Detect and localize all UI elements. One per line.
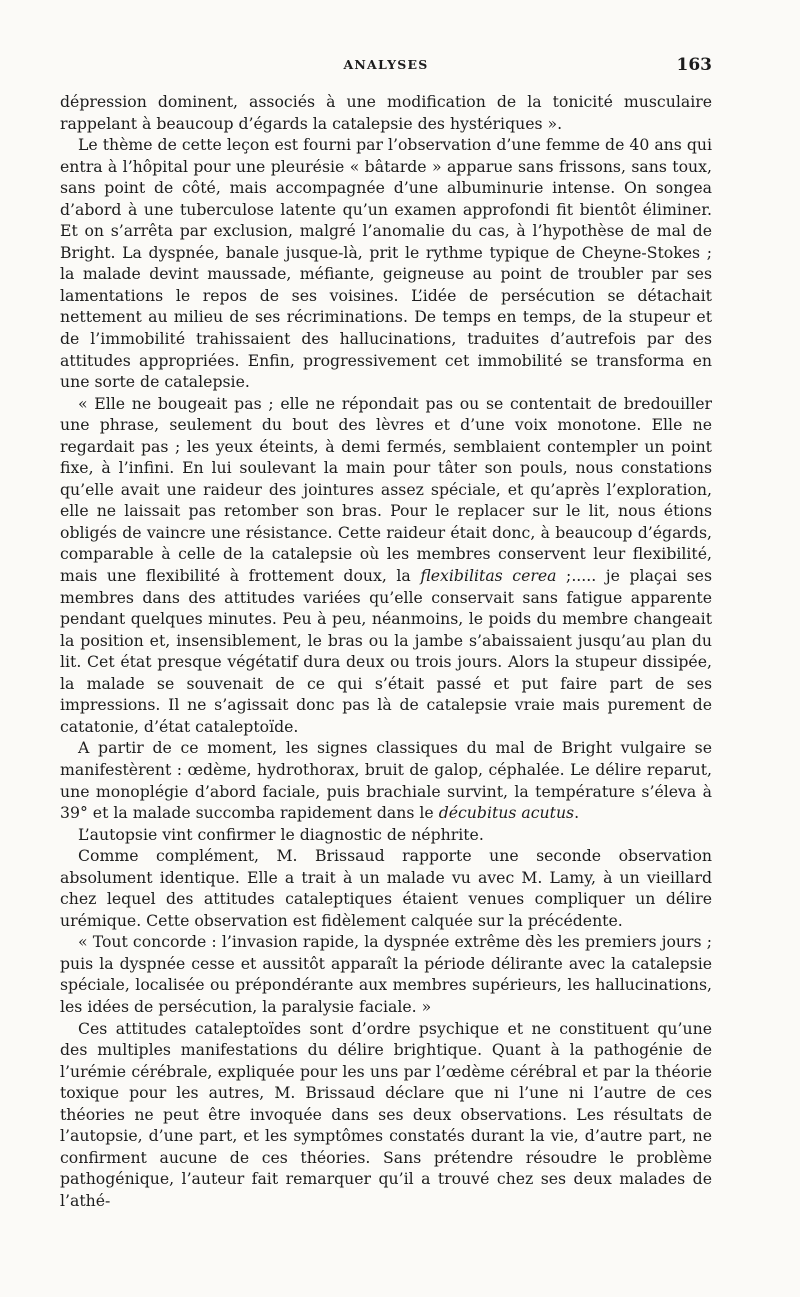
paragraph xyxy=(60,91,712,134)
paragraph xyxy=(60,824,712,846)
paragraph xyxy=(60,931,712,1017)
text-run: Le thème de cette leçon est fourni par l’observation d’une femme de 40 ans qui entra à l’hôpital pour une pleurésie « bâtarde » apparue sans frissons, sans toux, sans point de côté, mais accompagnée d’une albuminurie intense. On songea d’abord à une tuberculose latente qu’un examen approfondi fit bientôt éliminer. Et on s’arrêta par exclusion, malgré l’anomalie du cas, à l’hypothèse de mal de Bright. La dyspnée, banale jusque-là, prit le rythme typique de Cheyne-Stokes ; la malade devint maussade, méfiante, geigneuse au point de troubler par ses lamentations le repos de ses voisines. L’idée de persécution se détachait nettement au milieu de ses récriminations. De temps en temps, de la stupeur et de l’immobilité trahissaient des hallucinations, traduites d’autrefois par des attitudes appropriées. Enfin, progressivement cet immobilité se transforma en une sorte de catalepsie. xyxy=(60,135,712,392)
page-number: 163 xyxy=(676,55,712,75)
page-header xyxy=(60,57,712,81)
text-run: Comme complément, M. Brissaud rapporte une seconde observation absolument identique. Elle a trait à un malade vu avec M. Lamy, à un vieillard chez lequel des attitudes cataleptiques étaient venues compliquer un délire urémique. Cette observation est fidèlement calquée sur la précédente. xyxy=(60,846,712,930)
italic-text-run: décubitus acutus xyxy=(438,803,575,823)
paragraph xyxy=(60,1018,712,1212)
body-text xyxy=(60,91,712,1211)
text-run: « Elle ne bougeait pas ; elle ne répondait pas ou se contentait de bredouiller une phrase, seulement du bout des lèvres et d’une voix monotone. Elle ne regardait pas ; les yeux éteints, à demi fermés, semblaient contempler un point fixe, à l’infini. En lui soulevant la main pour tâter son pouls, nous constations qu’elle avait une raideur des jointures assez spéciale, et qu’après l’exploration, elle ne laissait pas retomber son bras. Pour le replacer sur le lit, nous étions obligés de vaincre une résistance. Cette raideur était donc, à beaucoup d’égards, comparable à celle de la catalepsie où les membres conservent leur flexibilité, mais une flexibilité à frottement doux, la xyxy=(60,393,712,586)
text-run: A partir de ce moment, les signes classiques du mal de Bright vulgaire se manifestèrent : œdème, hydrothorax, bruit de galop, céphalée. Le délire reparut, une monoplégie d’abord faciale, puis brachiale survint, la température s’éleva à 39° et la malade succomba rapidement dans le xyxy=(60,738,712,823)
paragraph xyxy=(60,393,712,738)
text-run: Ces attitudes cataleptoïdes sont d’ordre psychique et ne constituent qu’une des multiples manifestations du délire brightique. Quant à la pathogénie de l’urémie cérébrale, expliquée pour les uns par l’œdème cérébral et par la théorie toxique pour les autres, M. Brissaud déclare que ni l’une ni l’autre de ces théories ne peut être invoquée dans ses deux observations. Les résultats de l’autopsie, d’une part, et les symptômes constatés durant la vie, d’autre part, ne confirment aucune de ces théories. Sans prétendre résoudre le problème pathogénique, l’auteur fait remarquer qu’il a trouvé chez ses deux malades de l’athé- xyxy=(60,1018,712,1210)
text-run: dépression dominent, associés à une modification de la tonicité musculaire rappelant à beaucoup d’égards la catalepsie des hystériques ». xyxy=(60,92,712,133)
paragraph xyxy=(60,134,712,393)
paragraph xyxy=(60,845,712,931)
running-title: ANALYSES xyxy=(343,57,429,72)
text-run: ;..... je plaçai ses membres dans des attitudes variées qu’elle conservait sans fatigue apparente pendant quelques minutes. Peu à peu, néanmoins, le poids du membre changeait la position et, insensiblement, le bras ou la jambe s’abaissaient jusqu’au plan du lit. Cet état presque végétatif dura deux ou trois jours. Alors la stupeur dissipée, la malade se souvenait de ce qui s’était passé et put faire part de ses impressions. Il ne s’agissait donc pas là de catalepsie vraie mais purement de catatonie, d’état cataleptoïde. xyxy=(60,566,713,736)
text-run: L’autopsie vint confirmer le diagnostic de néphrite. xyxy=(78,824,484,844)
italic-text-run: flexibilitas cerea xyxy=(420,566,557,586)
text-run: . xyxy=(574,803,580,823)
text-run: « Tout concorde : l’invasion rapide, la dyspnée extrême dès les premiers jours ; puis la dyspnée cesse et aussitôt apparaît la période délirante avec la catalepsie spéciale, localisée ou prépondérante aux membres supérieurs, les hallucinations, les idées de persécution, la paralysie faciale. » xyxy=(60,932,712,1016)
paragraph xyxy=(60,737,712,823)
